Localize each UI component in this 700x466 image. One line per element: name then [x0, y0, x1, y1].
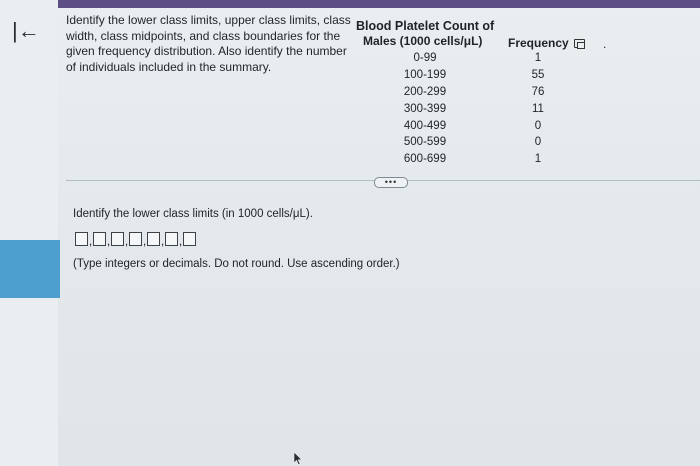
answer-box-1[interactable] — [75, 232, 88, 246]
class-cell: 500-599 — [403, 136, 447, 149]
answer-input-group — [75, 232, 196, 246]
frequency-cell: 76 — [531, 85, 545, 98]
frequency-cell: 55 — [531, 69, 545, 82]
separator: , — [178, 234, 183, 248]
separator: , — [106, 234, 111, 248]
table-row — [380, 151, 580, 168]
left-panel — [0, 0, 58, 466]
frequency-cell: 0 — [534, 136, 542, 149]
frequency-header-label: Frequency — [508, 36, 569, 50]
class-cell: 300-399 — [403, 102, 447, 115]
table-row — [380, 117, 580, 134]
frequency-table — [380, 50, 580, 168]
copy-data-icon[interactable] — [574, 39, 585, 48]
expand-more-button[interactable]: ••• — [374, 177, 408, 188]
separator: , — [142, 234, 147, 248]
answer-box-4[interactable] — [129, 232, 142, 246]
separator: , — [124, 234, 129, 248]
answer-box-3[interactable] — [111, 232, 124, 246]
separator: , — [88, 234, 93, 248]
class-cell: 100-199 — [403, 69, 447, 82]
table-title: Blood Platelet Count of — [356, 19, 495, 33]
frequency-cell: 1 — [534, 52, 542, 65]
class-cell: 200-299 — [403, 85, 447, 98]
answer-box-6[interactable] — [165, 232, 178, 246]
top-bar — [0, 0, 700, 8]
frequency-cell: 0 — [534, 119, 542, 132]
part-question-label: Identify the lower class limits (in 1000 cells/μL). — [73, 208, 313, 220]
frequency-cell: 11 — [532, 102, 544, 115]
menu-dot: . — [603, 37, 607, 51]
class-cell: 600-699 — [403, 153, 447, 166]
class-cell: 0-99 — [413, 52, 437, 65]
separator: , — [160, 234, 165, 248]
side-accent-tab[interactable] — [0, 240, 60, 298]
mouse-pointer-icon — [293, 452, 303, 465]
table-row — [380, 134, 580, 151]
answer-box-7[interactable] — [183, 232, 196, 246]
question-prompt: Identify the lower class limits, upper class limits, class width, class midpoints, and class boundaries for the given frequency distribution. Also identify the number of individuals included in the summary. — [66, 13, 351, 74]
frequency-cell: 1 — [534, 153, 542, 166]
back-arrow-icon[interactable]: |← — [12, 18, 40, 43]
table-subtitle: Males (1000 cells/μL) — [363, 34, 483, 48]
table-row — [380, 50, 580, 67]
frequency-header — [508, 36, 585, 50]
table-row — [380, 84, 580, 101]
table-row — [380, 100, 580, 117]
class-cell: 400-499 — [403, 119, 447, 132]
answer-box-5[interactable] — [147, 232, 160, 246]
input-hint: (Type integers or decimals. Do not round. Use ascending order.) — [73, 258, 400, 270]
table-row — [380, 67, 580, 84]
answer-box-2[interactable] — [93, 232, 106, 246]
